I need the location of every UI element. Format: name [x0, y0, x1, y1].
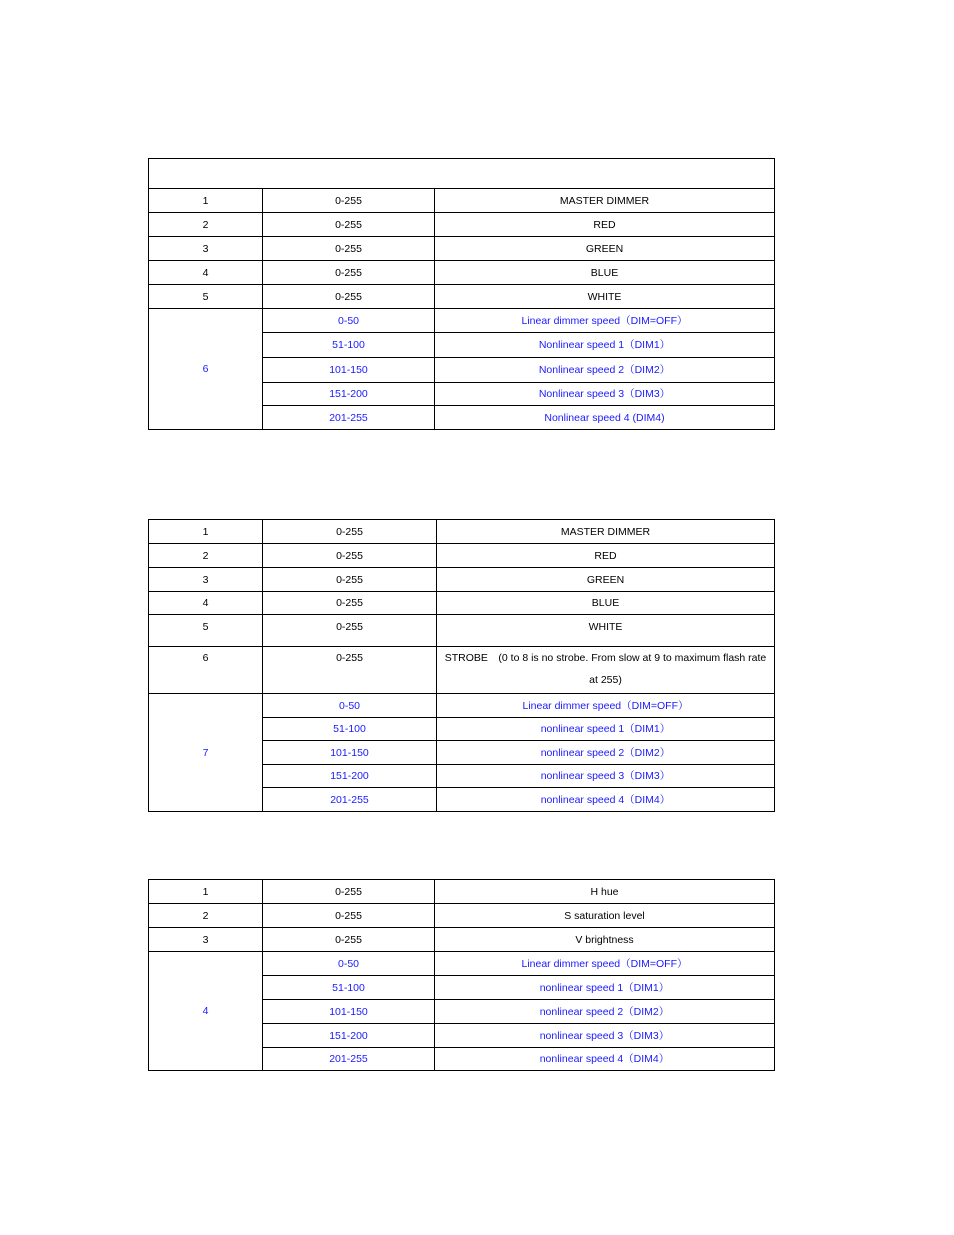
- channel-cell: 2: [149, 213, 263, 237]
- channel-cell: 4: [149, 592, 263, 615]
- value-cell: 201-255: [263, 406, 435, 430]
- function-cell: nonlinear speed 2（DIM2）: [437, 741, 775, 765]
- value-cell: 201-255: [263, 788, 437, 812]
- channel-cell: 2: [149, 544, 263, 568]
- channel-cell: 3: [149, 928, 263, 952]
- table-row: [149, 568, 775, 592]
- function-cell: V brightness: [435, 928, 775, 952]
- function-cell: WHITE: [437, 615, 775, 647]
- function-cell: RED: [435, 213, 775, 237]
- function-cell: Nonlinear speed 3（DIM3）: [435, 383, 775, 406]
- table-row: [149, 309, 775, 333]
- function-cell: WHITE: [435, 285, 775, 309]
- function-cell: GREEN: [437, 568, 775, 592]
- value-cell: 51-100: [263, 333, 435, 358]
- function-cell: MASTER DIMMER: [437, 520, 775, 544]
- table-row: [149, 592, 775, 615]
- value-cell: 0-50: [263, 694, 437, 718]
- table-row: [149, 928, 775, 952]
- channel-cell: 5: [149, 285, 263, 309]
- value-cell: 151-200: [263, 765, 437, 788]
- table-row: [149, 880, 775, 904]
- dimmer-channel-cell: 4: [149, 952, 263, 1071]
- value-cell: 51-100: [263, 976, 435, 1000]
- value-cell: 0-255: [263, 261, 435, 285]
- value-cell: 0-255: [263, 904, 435, 928]
- table-row: [149, 647, 775, 694]
- strobe-function-cell: STROBE (0 to 8 is no strobe. From slow at 9 to maximum flash rate at 255): [437, 647, 775, 694]
- value-cell: 0-255: [263, 568, 437, 592]
- value-cell: 0-255: [263, 237, 435, 261]
- channel-cell: 1: [149, 189, 263, 213]
- value-cell: 0-50: [263, 309, 435, 333]
- table-row: [149, 261, 775, 285]
- value-cell: 0-255: [263, 189, 435, 213]
- channel-cell: 6: [149, 647, 263, 694]
- table-row: [149, 189, 775, 213]
- value-cell: 101-150: [263, 1000, 435, 1024]
- value-cell: 0-255: [263, 592, 437, 615]
- table-row: [149, 237, 775, 261]
- value-cell: 151-200: [263, 1024, 435, 1048]
- function-cell: S saturation level: [435, 904, 775, 928]
- function-cell: nonlinear speed 3（DIM3）: [437, 765, 775, 788]
- function-cell: BLUE: [437, 592, 775, 615]
- function-cell: Nonlinear speed 1（DIM1）: [435, 333, 775, 358]
- function-cell: nonlinear speed 2（DIM2）: [435, 1000, 775, 1024]
- table-row: [149, 544, 775, 568]
- function-cell: nonlinear speed 1（DIM1）: [435, 976, 775, 1000]
- function-cell: nonlinear speed 1（DIM1）: [437, 718, 775, 741]
- table-row: [149, 520, 775, 544]
- value-cell: 0-50: [263, 952, 435, 976]
- channel-cell: 4: [149, 261, 263, 285]
- function-cell: H hue: [435, 880, 775, 904]
- value-cell: 0-255: [263, 928, 435, 952]
- table-header-row: [149, 159, 775, 189]
- value-cell: 0-255: [263, 285, 435, 309]
- function-cell: nonlinear speed 4（DIM4）: [435, 1048, 775, 1071]
- dimmer-channel-cell: 7: [149, 694, 263, 812]
- dmx-table-2: [148, 519, 775, 812]
- table-row: [149, 285, 775, 309]
- value-cell: 0-255: [263, 544, 437, 568]
- table-row: [149, 615, 775, 647]
- value-cell: 201-255: [263, 1048, 435, 1071]
- channel-cell: 1: [149, 880, 263, 904]
- function-cell: Linear dimmer speed（DIM=OFF）: [435, 309, 775, 333]
- value-cell: 101-150: [263, 741, 437, 765]
- table-row: [149, 213, 775, 237]
- channel-cell: 2: [149, 904, 263, 928]
- table-row: [149, 694, 775, 718]
- function-cell: MASTER DIMMER: [435, 189, 775, 213]
- value-cell: 0-255: [263, 880, 435, 904]
- value-cell: 0-255: [263, 647, 437, 694]
- channel-cell: 3: [149, 237, 263, 261]
- value-cell: 0-255: [263, 615, 437, 647]
- value-cell: 51-100: [263, 718, 437, 741]
- function-cell: Linear dimmer speed（DIM=OFF）: [437, 694, 775, 718]
- value-cell: 0-255: [263, 213, 435, 237]
- table-row: [149, 952, 775, 976]
- value-cell: 151-200: [263, 383, 435, 406]
- function-cell: nonlinear speed 3（DIM3）: [435, 1024, 775, 1048]
- function-cell: Linear dimmer speed（DIM=OFF）: [435, 952, 775, 976]
- value-cell: 0-255: [263, 520, 437, 544]
- dmx-table-3: [148, 879, 775, 1071]
- table-row: [149, 904, 775, 928]
- function-cell: RED: [437, 544, 775, 568]
- dmx-table-1: [148, 158, 775, 430]
- function-cell: BLUE: [435, 261, 775, 285]
- value-cell: 101-150: [263, 358, 435, 383]
- channel-cell: 5: [149, 615, 263, 647]
- function-cell: GREEN: [435, 237, 775, 261]
- dimmer-channel-cell: 6: [149, 309, 263, 430]
- channel-cell: 1: [149, 520, 263, 544]
- function-cell: nonlinear speed 4（DIM4）: [437, 788, 775, 812]
- function-cell: Nonlinear speed 4 (DIM4): [435, 406, 775, 430]
- channel-cell: 3: [149, 568, 263, 592]
- function-cell: Nonlinear speed 2（DIM2）: [435, 358, 775, 383]
